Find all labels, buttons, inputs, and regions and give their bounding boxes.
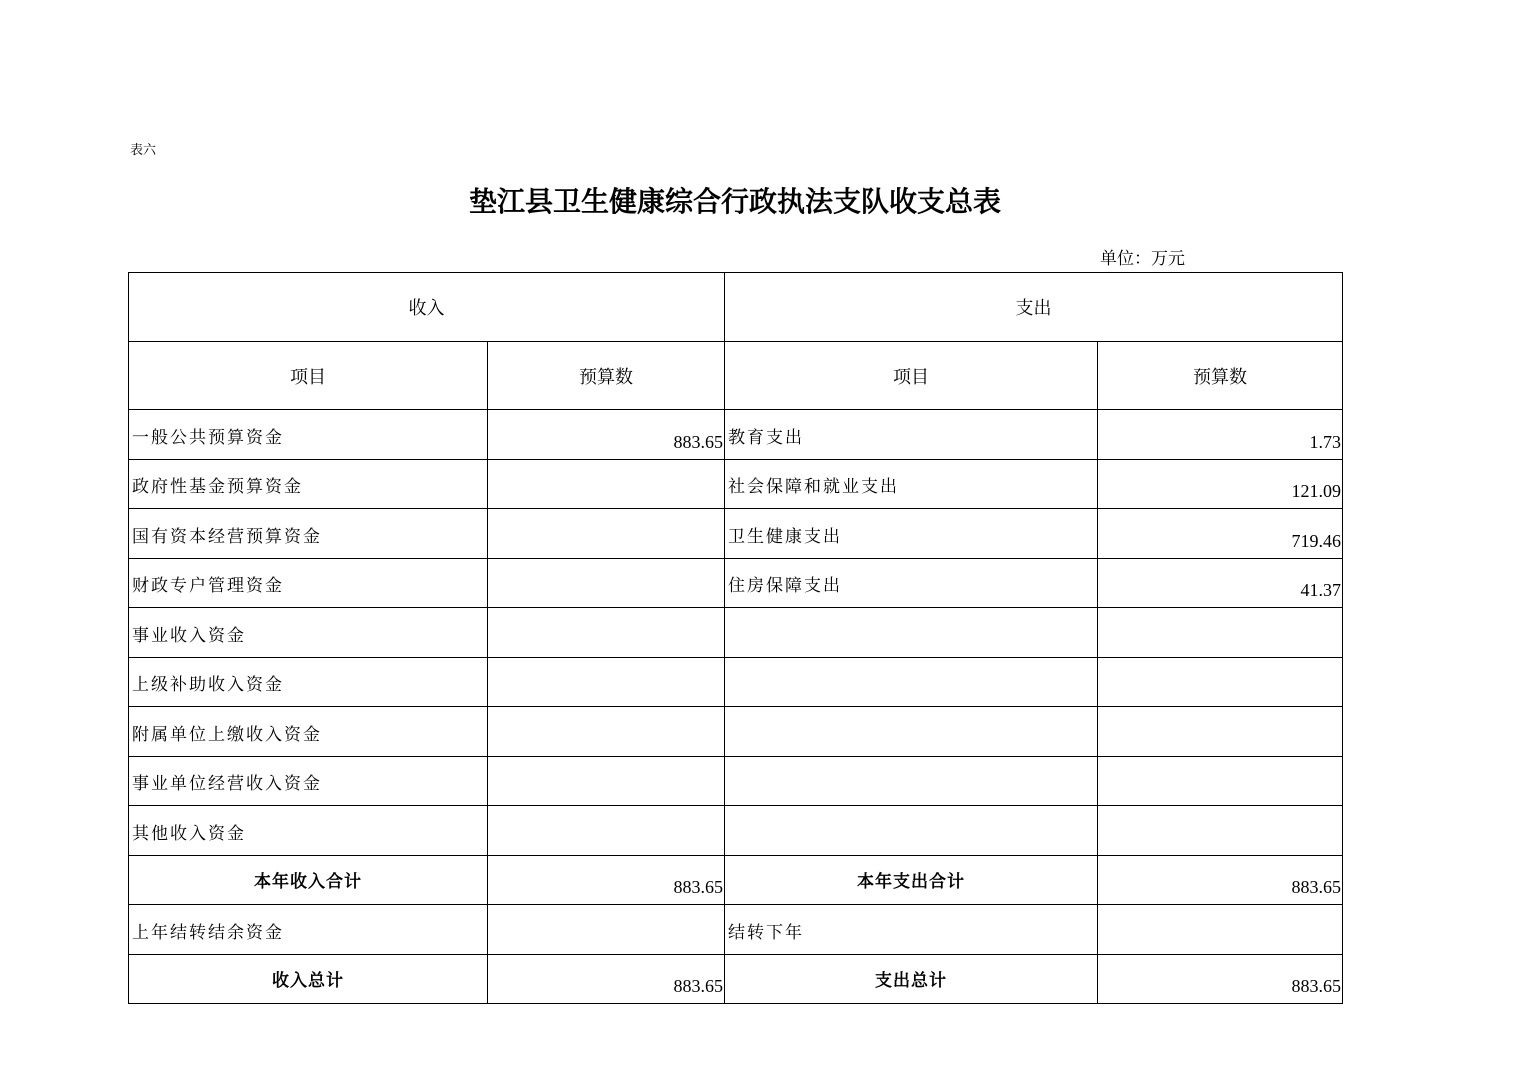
expense-item-cell: 支出总计 <box>725 954 1098 1004</box>
budget-summary-table <box>128 272 1343 1004</box>
table-number-label: 表六 <box>130 143 157 158</box>
expense-amount-header: 预算数 <box>1098 342 1343 410</box>
income-group-header: 收入 <box>129 273 725 342</box>
table-row <box>129 410 1343 460</box>
income-item-cell: 收入总计 <box>129 954 488 1004</box>
expense-amount-cell: 719.46 <box>1098 509 1343 559</box>
expense-item-cell: 教育支出 <box>725 410 1098 460</box>
income-amount-cell <box>488 707 725 757</box>
income-item-cell: 事业收入资金 <box>129 608 488 658</box>
income-amount-cell <box>488 806 725 856</box>
income-amount-cell: 883.65 <box>488 410 725 460</box>
income-amount-cell <box>488 608 725 658</box>
expense-amount-cell <box>1098 905 1343 955</box>
expense-item-cell <box>725 756 1098 806</box>
income-amount-cell: 883.65 <box>488 855 725 905</box>
expense-amount-cell: 121.09 <box>1098 459 1343 509</box>
table-row <box>129 657 1343 707</box>
income-item-cell: 上年结转结余资金 <box>129 905 488 955</box>
income-amount-cell <box>488 509 725 559</box>
income-item-cell: 财政专户管理资金 <box>129 558 488 608</box>
table-total-row <box>129 954 1343 1004</box>
table-row <box>129 756 1343 806</box>
income-item-cell: 附属单位上缴收入资金 <box>129 707 488 757</box>
unit-label: 单位：万元 <box>1100 249 1185 269</box>
expense-amount-cell <box>1098 657 1343 707</box>
income-item-cell: 国有资本经营预算资金 <box>129 509 488 559</box>
income-item-cell: 政府性基金预算资金 <box>129 459 488 509</box>
table-total-row <box>129 855 1343 905</box>
income-amount-cell <box>488 756 725 806</box>
income-amount-cell: 883.65 <box>488 954 725 1004</box>
expense-amount-cell: 883.65 <box>1098 855 1343 905</box>
document-title: 垫江县卫生健康综合行政执法支队收支总表 <box>468 185 1001 218</box>
expense-item-cell: 住房保障支出 <box>725 558 1098 608</box>
expense-item-cell <box>725 806 1098 856</box>
income-item-header: 项目 <box>129 342 488 410</box>
table-row <box>129 707 1343 757</box>
expense-amount-cell: 41.37 <box>1098 558 1343 608</box>
expense-amount-cell <box>1098 756 1343 806</box>
table-row <box>129 509 1343 559</box>
expense-amount-cell <box>1098 608 1343 658</box>
table-row <box>129 608 1343 658</box>
income-item-cell: 其他收入资金 <box>129 806 488 856</box>
table-row <box>129 459 1343 509</box>
expense-amount-cell: 1.73 <box>1098 410 1343 460</box>
expense-item-cell: 结转下年 <box>725 905 1098 955</box>
income-item-cell: 本年收入合计 <box>129 855 488 905</box>
income-amount-cell <box>488 657 725 707</box>
expense-item-cell <box>725 608 1098 658</box>
expense-item-cell <box>725 707 1098 757</box>
expense-item-cell: 社会保障和就业支出 <box>725 459 1098 509</box>
income-amount-cell <box>488 459 725 509</box>
expense-amount-cell: 883.65 <box>1098 954 1343 1004</box>
expense-item-cell <box>725 657 1098 707</box>
table-row <box>129 905 1343 955</box>
income-amount-cell <box>488 558 725 608</box>
income-item-cell: 事业单位经营收入资金 <box>129 756 488 806</box>
income-amount-header: 预算数 <box>488 342 725 410</box>
income-item-cell: 上级补助收入资金 <box>129 657 488 707</box>
expense-amount-cell <box>1098 806 1343 856</box>
table-row <box>129 806 1343 856</box>
income-item-cell: 一般公共预算资金 <box>129 410 488 460</box>
group-header-row <box>129 273 1343 342</box>
income-amount-cell <box>488 905 725 955</box>
expense-item-header: 项目 <box>725 342 1098 410</box>
table-row <box>129 558 1343 608</box>
expense-item-cell: 卫生健康支出 <box>725 509 1098 559</box>
column-header-row <box>129 342 1343 410</box>
expense-item-cell: 本年支出合计 <box>725 855 1098 905</box>
expense-amount-cell <box>1098 707 1343 757</box>
expense-group-header: 支出 <box>725 273 1343 342</box>
